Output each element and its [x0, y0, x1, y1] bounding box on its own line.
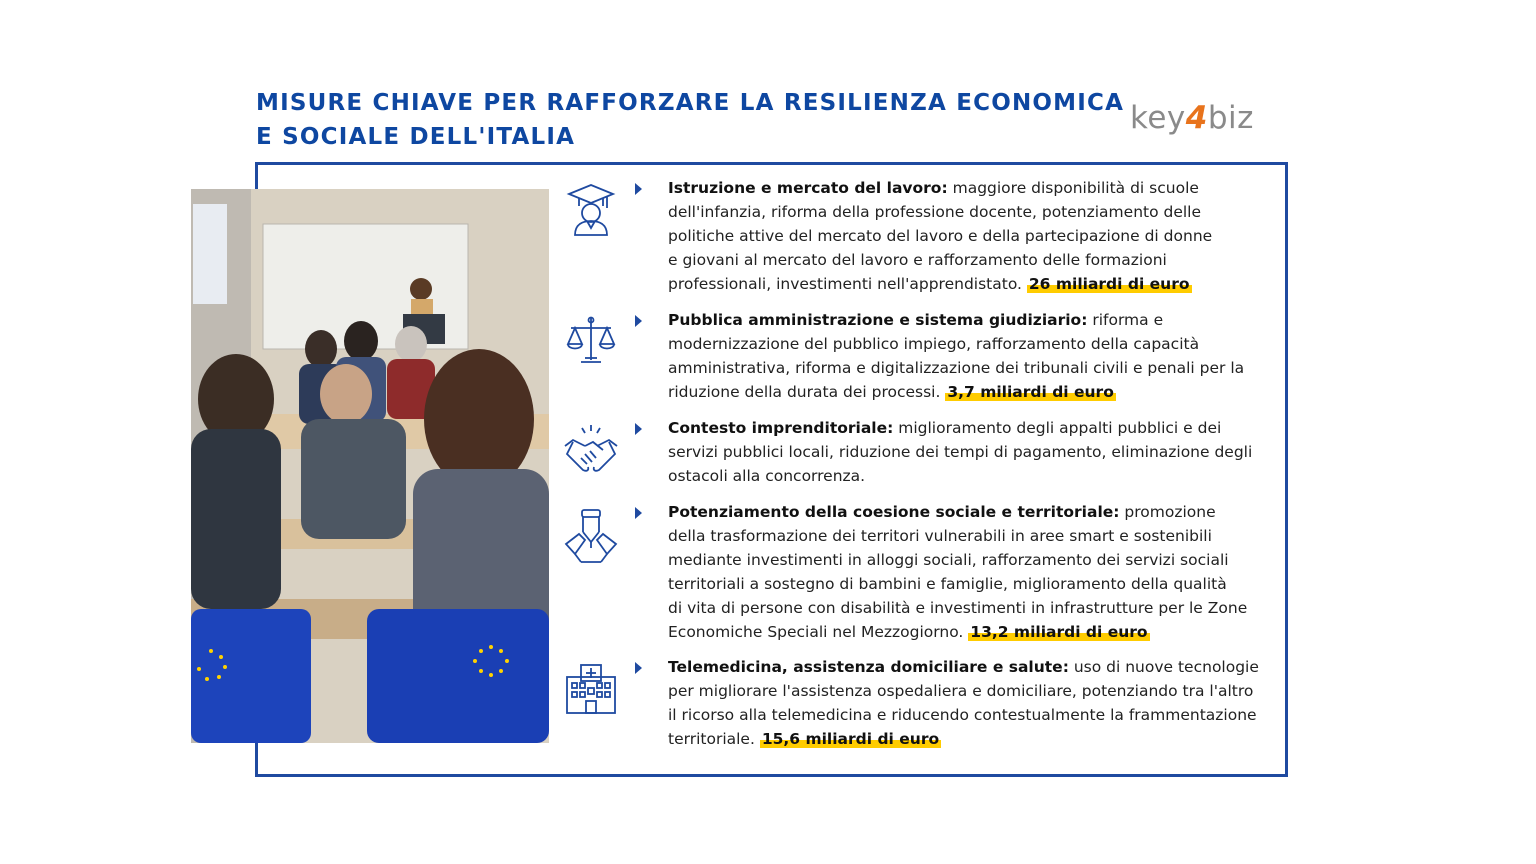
logo-text-4: 4 [1185, 100, 1208, 136]
item-heading: Pubblica amministrazione e sistema giudiziario: [668, 311, 1088, 329]
bullet-arrow-icon [635, 423, 642, 435]
item-text [668, 176, 1280, 296]
title-line-1: MISURE CHIAVE PER RAFFORZARE LA RESILIENZA ECONOMICA [256, 90, 1125, 116]
bullet-arrow-icon [635, 183, 642, 195]
item-line: servizi pubblici locali, riduzione dei tempi di pagamento, eliminazione degli [668, 443, 1253, 461]
item-line: professionali, investimenti nell'apprendistato. [668, 275, 1027, 293]
hands-together-icon [563, 508, 619, 564]
item-line: miglioramento degli appalti pubblici e dei [893, 419, 1222, 437]
item-line: territoriale. [668, 730, 760, 748]
logo-text-biz: biz [1207, 100, 1254, 136]
item-line: promozione [1119, 503, 1216, 521]
title-line-2: E SOCIALE DELL'ITALIA [256, 124, 576, 150]
item-line: dell'infanzia, riforma della professione docente, potenziamento delle [668, 203, 1202, 221]
item-text [668, 500, 1280, 644]
item-line: uso di nuove tecnologie [1068, 658, 1259, 676]
item-line: mediante investimenti in alloggi sociali, rafforzamento dei servizi sociali [668, 551, 1229, 569]
item-line: amministrativa, riforma e digitalizzazione dei tribunali civili e penali per la [668, 359, 1245, 377]
item-line: di vita di persone con disabilità e investimenti in infrastrutture per le Zone [668, 599, 1248, 617]
funding-amount: 13,2 miliardi di euro [970, 623, 1148, 641]
funding-amount: 15,6 miliardi di euro [761, 730, 940, 748]
item-line: ostacoli alla concorrenza. [668, 467, 866, 485]
bullet-arrow-icon [635, 662, 642, 674]
key4biz-logo [1130, 100, 1254, 136]
item-text [668, 416, 1280, 488]
item-heading: Istruzione e mercato del lavoro: [668, 179, 948, 197]
funding-amount: 26 miliardi di euro [1028, 275, 1190, 293]
item-text [668, 308, 1280, 404]
item-line: Economiche Speciali nel Mezzogiorno. [668, 623, 969, 641]
item-line: modernizzazione del pubblico impiego, rafforzamento della capacità [668, 335, 1200, 353]
graduate-icon [563, 180, 619, 236]
handshake-icon [563, 422, 619, 478]
scales-icon [563, 312, 619, 368]
logo-text-key: key [1130, 100, 1186, 136]
item-line: per migliorare l'assistenza ospedaliera e domiciliare, potenziando tra l'altro [668, 682, 1254, 700]
bullet-arrow-icon [635, 507, 642, 519]
item-heading: Telemedicina, assistenza domiciliare e salute: [668, 658, 1069, 676]
item-heading: Contesto imprenditoriale: [668, 419, 894, 437]
item-line: riforma e [1087, 311, 1164, 329]
item-line: il ricorso alla telemedicina e riducendo contestualmente la frammentazione [668, 706, 1257, 724]
item-line: politiche attive del mercato del lavoro e della partecipazione di donne [668, 227, 1213, 245]
page-title [256, 86, 1136, 154]
item-line: riduzione della durata dei processi. [668, 383, 946, 401]
classroom-illustration [191, 189, 549, 743]
hospital-icon [563, 661, 619, 717]
item-line: e giovani al mercato del lavoro e rafforzamento delle formazioni [668, 251, 1167, 269]
item-line: territoriali a sostegno di bambini e famiglie, miglioramento della qualità [668, 575, 1227, 593]
classroom-photo [191, 189, 549, 743]
item-line: della trasformazione dei territori vulnerabili in aree smart e sostenibili [668, 527, 1212, 545]
bullet-arrow-icon [635, 315, 642, 327]
funding-amount: 3,7 miliardi di euro [947, 383, 1114, 401]
item-line: maggiore disponibilità di scuole [947, 179, 1199, 197]
item-text [668, 655, 1280, 751]
item-heading: Potenziamento della coesione sociale e territoriale: [668, 503, 1120, 521]
